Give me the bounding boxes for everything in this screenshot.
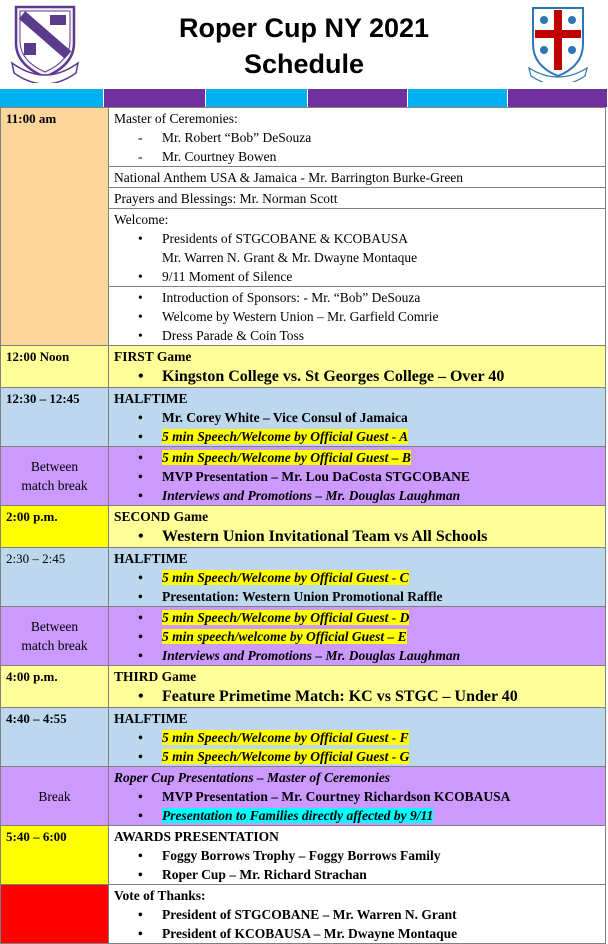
awards-heading: AWARDS PRESENTATION xyxy=(114,829,279,844)
time-cell xyxy=(1,885,109,944)
schedule-cell xyxy=(109,506,606,548)
table-row xyxy=(1,767,606,826)
game-heading: THIRD Game xyxy=(114,669,197,684)
time-cell: 12:00 Noon xyxy=(1,346,109,388)
schedule-cell xyxy=(109,108,606,167)
list-item: • Dress Parade & Coin Toss xyxy=(138,328,305,343)
list-item: • 5 min speech/welcome by Official Guest – E xyxy=(138,629,407,644)
schedule-cell xyxy=(109,287,606,346)
schedule-cell xyxy=(109,607,606,666)
list-item: • MVP Presentation – Mr. Courtney Richardson KCOBAUSA xyxy=(138,789,511,804)
schedule-cell xyxy=(109,447,606,506)
welcome-label: Welcome: xyxy=(114,212,169,227)
list-item: - Mr. Courtney Bowen xyxy=(138,149,277,164)
list-item: • 5 min Speech/Welcome by Official Guest - C xyxy=(138,570,409,585)
list-item: • Presentation: Western Union Promotional Raffle xyxy=(138,589,443,604)
time-cell: 11:00 am xyxy=(1,108,109,346)
list-item: • Interviews and Promotions – Mr. Douglas Laughman xyxy=(138,488,461,503)
list-item: • Western Union Invitational Team vs All Schools xyxy=(138,528,488,545)
halftime-heading: HALFTIME xyxy=(114,391,188,406)
page-title: Roper Cup NY 2021 xyxy=(178,13,430,43)
table-row xyxy=(1,447,606,506)
game-heading: FIRST Game xyxy=(114,349,192,364)
time-cell: Between match break xyxy=(1,607,109,666)
list-item: • Mr. Corey White – Vice Consul of Jamaica xyxy=(138,410,408,425)
list-item: • 5 min Speech/Welcome by Official Guest - G xyxy=(138,749,410,764)
schedule-cell xyxy=(109,708,606,767)
schedule-cell: National Anthem USA & Jamaica - Mr. Barrington Burke-Green xyxy=(109,167,606,188)
table-row xyxy=(1,346,606,388)
list-item: • President of STGCOBANE – Mr. Warren N. Grant xyxy=(138,907,457,922)
stripe-segment xyxy=(508,89,608,107)
mc-label: Master of Ceremonies: xyxy=(114,111,238,126)
list-item: • Interviews and Promotions – Mr. Douglas Laughman xyxy=(138,648,461,663)
list-item: • Kingston College vs. St Georges College – Over 40 xyxy=(138,368,505,385)
school-crest-logo-left xyxy=(10,3,80,83)
table-row xyxy=(1,826,606,885)
game-heading: SECOND Game xyxy=(114,509,209,524)
time-cell: 4:00 p.m. xyxy=(1,666,109,708)
halftime-heading: HALFTIME xyxy=(114,711,188,726)
schedule-table xyxy=(0,107,606,944)
schedule-cell xyxy=(109,346,606,388)
school-crest-logo-right xyxy=(527,4,589,82)
time-cell: Break xyxy=(1,767,109,826)
list-item: • Roper Cup – Mr. Richard Strachan xyxy=(138,867,367,882)
stripe-segment xyxy=(408,89,508,107)
table-row xyxy=(1,388,606,447)
list-item-continuation: Mr. Warren N. Grant & Mr. Dwayne Montaque xyxy=(162,250,418,265)
list-item: • MVP Presentation – Mr. Lou DaCosta STGCOBANE xyxy=(138,469,470,484)
list-item: • 5 min Speech/Welcome by Official Guest - D xyxy=(138,610,410,625)
list-item: • 9/11 Moment of Silence xyxy=(138,269,293,284)
table-row xyxy=(1,108,606,167)
list-item: • 5 min Speech/Welcome by Official Guest – B xyxy=(138,450,411,465)
stripe-segment xyxy=(308,89,408,107)
schedule-cell xyxy=(109,826,606,885)
stripe-segment xyxy=(0,89,104,107)
schedule-cell xyxy=(109,885,606,944)
list-item: • Foggy Borrows Trophy – Foggy Borrows Family xyxy=(138,848,441,863)
schedule-cell: Prayers and Blessings: Mr. Norman Scott xyxy=(109,188,606,209)
schedule-cell xyxy=(109,209,606,287)
list-item: • President of KCOBAUSA – Mr. Dwayne Montaque xyxy=(138,926,458,941)
list-item: • Welcome by Western Union – Mr. Garfield Comrie xyxy=(138,309,439,324)
time-cell: 2:00 p.m. xyxy=(1,506,109,548)
stripe-segment xyxy=(206,89,308,107)
presentations-heading: Roper Cup Presentations – Master of Ceremonies xyxy=(114,770,391,785)
time-cell: 4:40 – 4:55 xyxy=(1,708,109,767)
table-row xyxy=(1,708,606,767)
list-item: • Presentation to Families directly affected by 9/11 xyxy=(138,808,434,823)
table-row xyxy=(1,548,606,607)
time-cell: 12:30 – 12:45 xyxy=(1,388,109,447)
table-row xyxy=(1,666,606,708)
list-item: • Presidents of STGCOBANE & KCOBAUSA xyxy=(138,231,409,246)
table-row xyxy=(1,506,606,548)
schedule-cell xyxy=(109,388,606,447)
list-item: • Feature Primetime Match: KC vs STGC – Under 40 xyxy=(138,688,518,705)
header xyxy=(0,0,608,88)
halftime-heading: HALFTIME xyxy=(114,551,188,566)
list-item: • 5 min Speech/Welcome by Official Guest - F xyxy=(138,730,409,745)
list-item: • 5 min Speech/Welcome by Official Guest - A xyxy=(138,429,409,444)
list-item: • Introduction of Sponsors: - Mr. “Bob” DeSouza xyxy=(138,290,421,305)
stripe-segment xyxy=(104,89,206,107)
time-cell: 2:30 – 2:45 xyxy=(1,548,109,607)
vote-of-thanks-heading: Vote of Thanks: xyxy=(114,888,206,903)
table-row xyxy=(1,885,606,944)
schedule-cell xyxy=(109,548,606,607)
table-row xyxy=(1,607,606,666)
time-cell: 5:40 – 6:00 xyxy=(1,826,109,885)
schedule-cell xyxy=(109,767,606,826)
list-item: - Mr. Robert “Bob” DeSouza xyxy=(138,130,312,145)
time-cell: Between match break xyxy=(1,447,109,506)
page-subtitle: Schedule xyxy=(243,49,365,79)
schedule-cell xyxy=(109,666,606,708)
color-stripe xyxy=(0,89,608,107)
